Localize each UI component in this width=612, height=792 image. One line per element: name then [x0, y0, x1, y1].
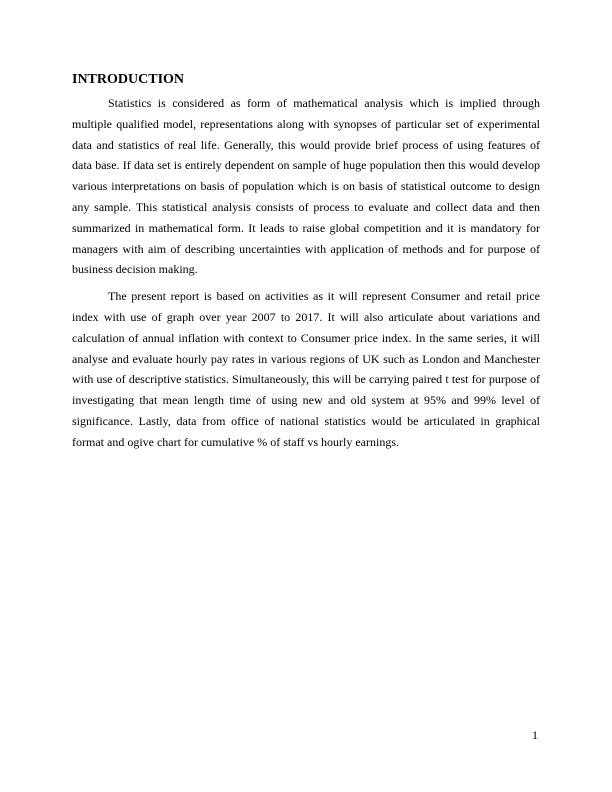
paragraph-intro: Statistics is considered as form of mathematical analysis which is implied through multiple qualified model, representations along with synopses of particular set of experimental data and statistics of real life. Generally, this would provide brief process of using features of data base. If data set is entirely dependent on sample of huge population then this would develop various interpretations on basis of population which is on basis of statistical outcome to design any sample. This statistical analysis consists of process to evaluate and collect data and then summarized in mathematical form. It leads to raise global competition and it is mandatory for managers with aim of describing uncertainties with application of methods and for purpose of business decision making.: [72, 96, 540, 277]
paragraph-report-overview: The present report is based on activities as it will represent Consumer and retail price index with use of graph over year 2007 to 2017. It will also articulate about variations and calculation of annual inflation with context to Consumer price index. In the same series, it will analyse and evaluate hourly pay rates in various regions of UK such as London and Manchester with use of descriptive statistics. Simultaneously, this will be carrying paired t test for purpose of investigating that mean length time of using new and old system at 95% and 99% level of significance. Lastly, data from office of national statistics would be articulated in graphical format and ogive chart for cumulative % of staff vs hourly earnings.: [72, 289, 540, 449]
document-body: [72, 71, 540, 459]
page-number: 1: [532, 728, 538, 742]
section-heading: INTRODUCTION: [72, 72, 185, 87]
